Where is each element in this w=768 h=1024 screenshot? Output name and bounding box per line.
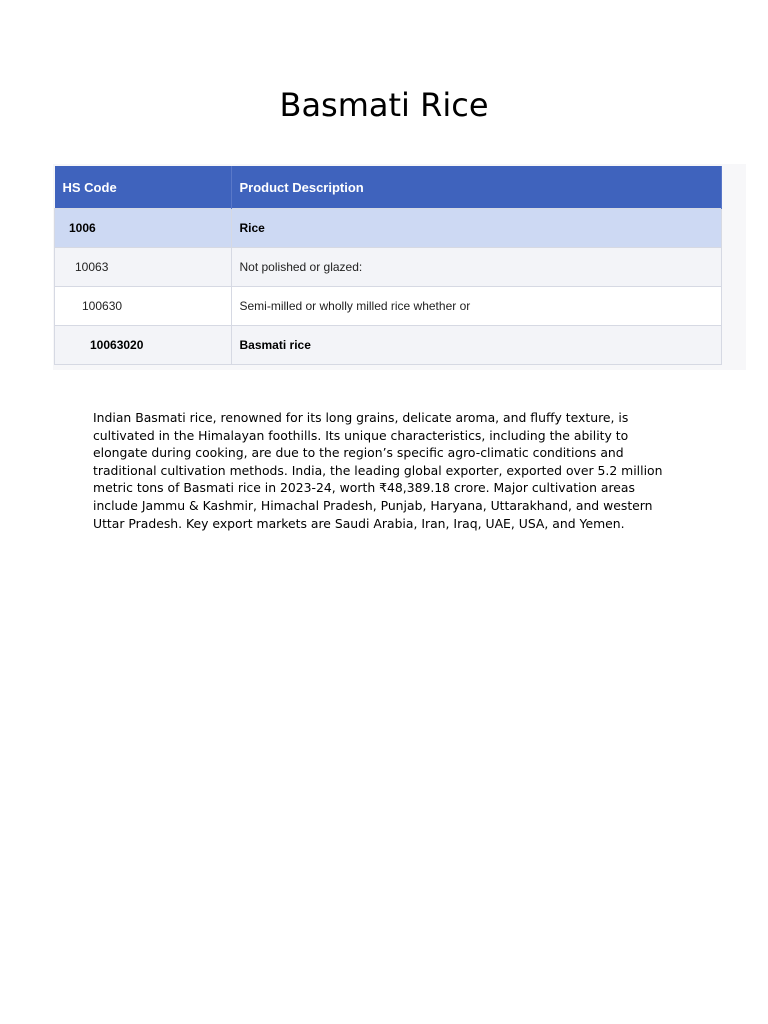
product-description-header: Product Description (231, 166, 722, 209)
table-row (55, 326, 722, 365)
hs-code-cell: 100630 (55, 287, 232, 326)
hs-code-cell: 10063 (55, 248, 232, 287)
hs-code-table-image (53, 164, 746, 370)
description-cell: Semi-milled or wholly milled rice whether or (231, 287, 722, 326)
hs-code-cell: 10063020 (55, 326, 232, 365)
table-header-row (55, 166, 722, 209)
table-row (55, 287, 722, 326)
hs-code-cell: 1006 (55, 209, 232, 248)
description-paragraph: Indian Basmati rice, renowned for its long grains, delicate aroma, and fluffy texture, is cultivated in the Himalayan foothills. Its unique characteristics, including the ability to elongate during cooking, are due to the region’s specific agro-climatic conditions and traditional cultivation methods. India, the leading global exporter, exported over 5.2 million metric tons of Basmati rice in 2023-24, worth ₹48,389.18 crore. Major cultivation areas include Jammu & Kashmir, Himachal Pradesh, Punjab, Haryana, Uttarakhand, and western Uttar Pradesh. Key export markets are Saudi Arabia, Iran, Iraq, UAE, USA, and Yemen. (93, 410, 663, 531)
hs-code-table (54, 166, 722, 365)
description-cell: Basmati rice (231, 326, 722, 365)
table-row (55, 209, 722, 248)
table-row (55, 248, 722, 287)
description-cell: Not polished or glazed: (231, 248, 722, 287)
description-cell: Rice (231, 209, 722, 248)
page-title: Basmati Rice (279, 86, 489, 124)
hs-code-header: HS Code (55, 166, 232, 209)
